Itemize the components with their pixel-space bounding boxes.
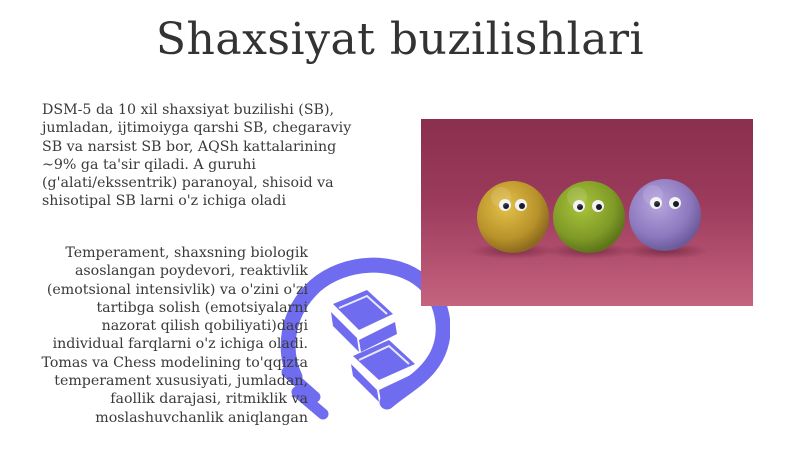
yellow-ball (477, 181, 549, 253)
body-paragraph-dsm5: DSM-5 da 10 xil shaxsiyat buzilishi (SB), jumladan, ijtimoiyga qarshi SB, chegaraviy SB va narsist SB bor, AQSh kattalarining ~9% ga ta'sir qiladi. A guruhi (g'alati/ekssentrik) paranoyal, shisoid va shisotipal SB larni o'z ichiga oladi (42, 102, 352, 210)
photo-fuzzy-balls (421, 119, 753, 306)
purple-ball (629, 179, 701, 251)
slide-title: Shaxsiyat buzilishlari (155, 14, 645, 65)
fuzzy-balls-image (421, 119, 753, 306)
body-paragraph-temperament: Temperament, shaxsning biologik asoslangan poydevori, reaktivlik (emotsional intensivlik) va o'zini o'zi tartibga solish (emotsiyalarni nazorat qilish qobiliyati)dagi individual farqlarni o'z ichiga oladi. Tomas va Chess modelining to'qqizta temperament xususiyati, jumladan, faollik darajasi, ritmiklik va moslashuvchanlik aniqlangan (41, 245, 308, 426)
green-ball (553, 181, 625, 253)
